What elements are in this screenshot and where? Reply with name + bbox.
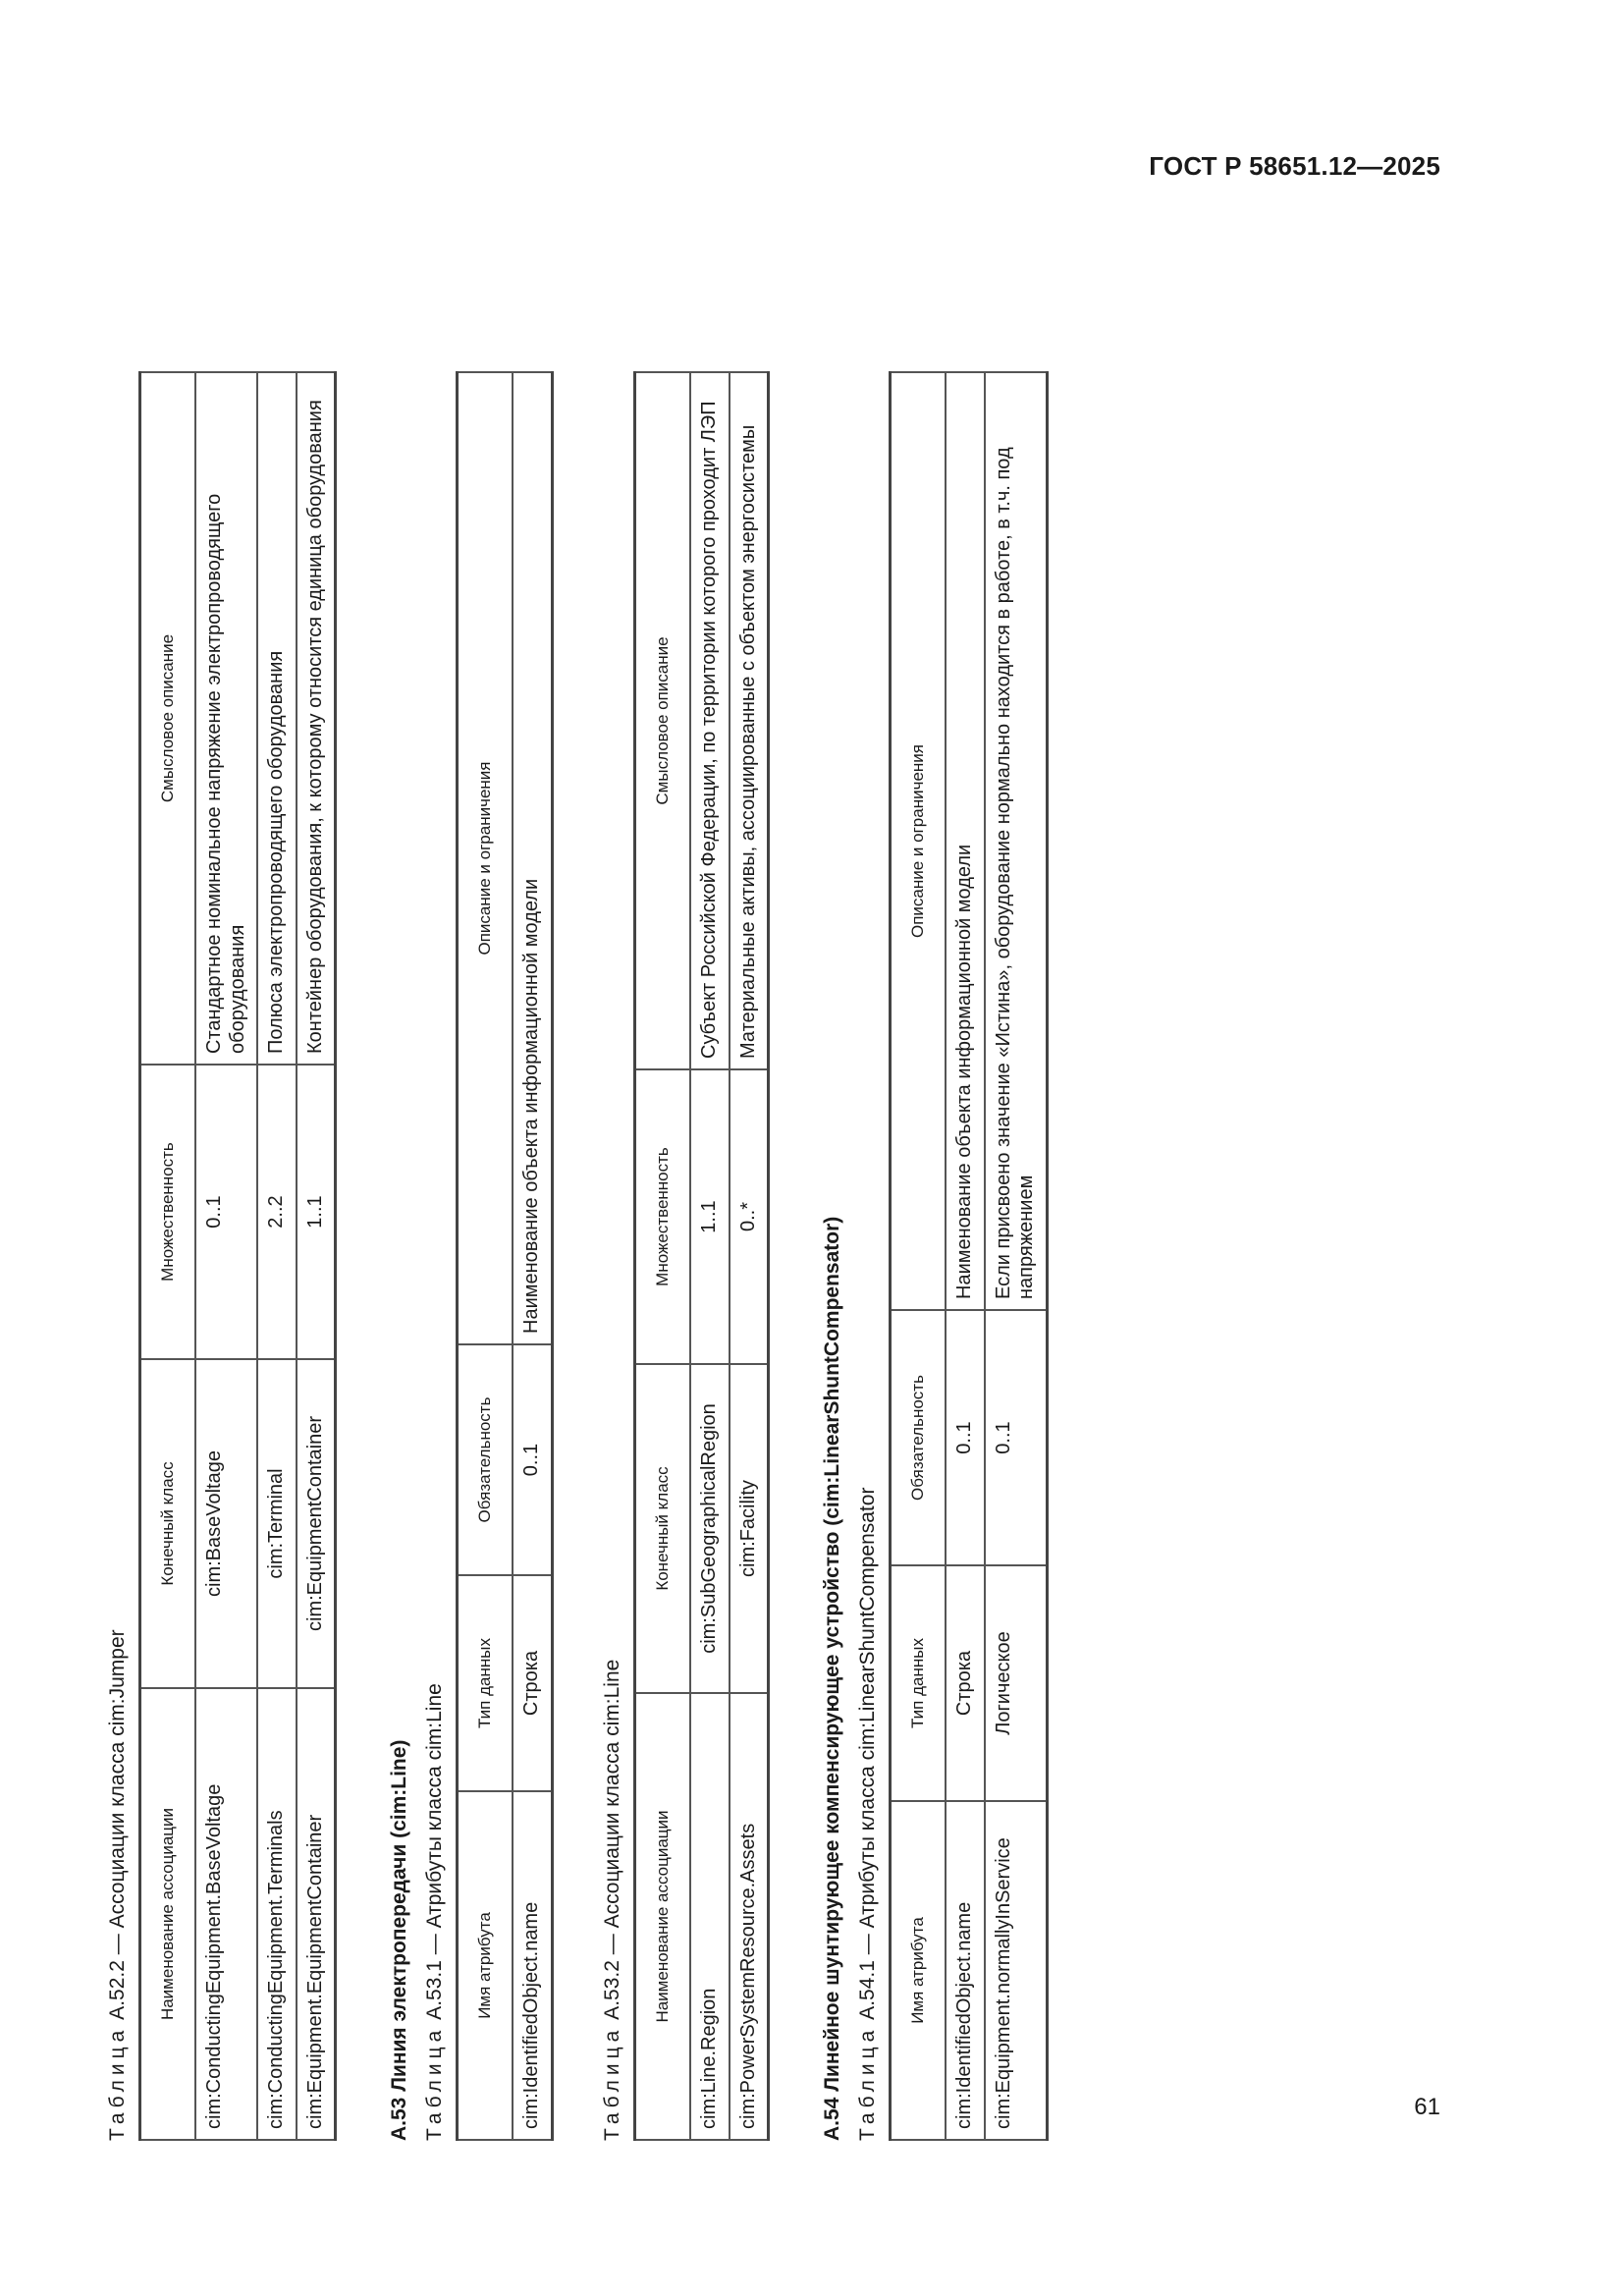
col-header: Конечный класс — [634, 1364, 690, 1693]
caption-word: Таблица — [856, 2025, 880, 2141]
caption-word: Таблица — [600, 2025, 623, 2141]
cell: cim:ConductingEquipment.Terminals — [257, 1688, 297, 2140]
cell: 0..1 — [513, 1344, 552, 1575]
caption-text: А.52.2 — Ассоциации класса cim:Jumper — [106, 1629, 129, 2020]
section-title: А.53 Линия электропередачи (cim:Line) — [388, 1739, 411, 2141]
cell: Субъект Российской Федерации, по территории которого проходит ЛЭП — [690, 372, 730, 1069]
cell: Наименование объекта информационной модели — [513, 372, 552, 1344]
caption-text: А.54.1 — Атрибуты класса cim:LinearShuntCompensator — [856, 1487, 880, 2020]
cell: Наименование объекта информационной модели — [946, 372, 985, 1310]
cell: cim:IdentifiedObject.name — [513, 1791, 552, 2140]
caption-word: Таблица — [423, 2025, 447, 2141]
col-header: Наименование ассоциации — [140, 1688, 196, 2140]
cell: Материальные активы, ассоциированные с объектом энергосистемы — [730, 372, 769, 1069]
table-a53-1 — [456, 371, 554, 2141]
col-header: Описание и ограничения — [458, 372, 514, 1344]
cell: cim:Equipment.EquipmentContainer — [297, 1688, 336, 2140]
cell: Стандартное номинальное напряжение электропроводящего оборудования — [195, 372, 257, 1065]
table-row — [513, 372, 552, 2140]
col-header: Наименование ассоциации — [634, 1693, 690, 2140]
cell: 1..1 — [297, 1065, 336, 1359]
cell: cim:ConductingEquipment.BaseVoltage — [195, 1688, 257, 2140]
cell: cim:Terminal — [257, 1359, 297, 1688]
col-header: Обязательность — [458, 1344, 514, 1575]
table-caption — [423, 98, 447, 2141]
cell: cim:Facility — [730, 1364, 769, 1693]
cell: Контейнер оборудования, к которому относится единица оборудования — [297, 372, 336, 1065]
cell: 0..1 — [985, 1310, 1048, 1565]
table-row — [730, 372, 769, 2140]
table-row — [297, 372, 336, 2140]
page-number: 61 — [1414, 2094, 1440, 2120]
table-caption — [856, 98, 880, 2141]
table-row — [985, 372, 1048, 2140]
table-header-row — [891, 372, 947, 2140]
cell: 0..1 — [946, 1310, 985, 1565]
table-caption — [601, 98, 624, 2141]
table-row — [946, 372, 985, 2140]
col-header: Обязательность — [891, 1310, 947, 1565]
cell: cim:Equipment.normallyInService — [985, 1801, 1048, 2140]
cell: cim:SubGeographicalRegion — [690, 1364, 730, 1693]
table-row — [257, 372, 297, 2140]
caption-word: Таблица — [106, 2025, 129, 2141]
cell: Строка — [946, 1565, 985, 1801]
table-a54-1 — [889, 371, 1049, 2141]
col-header: Множественность — [634, 1069, 690, 1364]
cell: 1..1 — [690, 1069, 730, 1364]
col-header: Множественность — [140, 1065, 196, 1359]
caption-text: А.53.1 — Атрибуты класса cim:Line — [423, 1683, 447, 2020]
cell: cim:PowerSystemResource.Assets — [730, 1693, 769, 2140]
col-header: Тип данных — [891, 1565, 947, 1801]
cell: 0..* — [730, 1069, 769, 1364]
table-header-row — [634, 372, 690, 2140]
table-header-row — [140, 372, 196, 2140]
standard-header: ГОСТ Р 58651.12—2025 — [1149, 151, 1440, 181]
cell: 0..1 — [195, 1065, 257, 1359]
col-header: Тип данных — [458, 1575, 514, 1791]
cell: cim:BaseVoltage — [195, 1359, 257, 1688]
table-caption — [106, 98, 130, 2141]
cell: cim:EquipmentContainer — [297, 1359, 336, 1688]
col-header: Смысловое описание — [634, 372, 690, 1069]
cell: Полюса электропроводящего оборудования — [257, 372, 297, 1065]
table-a52-2 — [138, 371, 337, 2141]
cell: Если присвоено значение «Истина», оборудование нормально находится в работе, в т.ч. под напряжением — [985, 372, 1048, 1310]
cell: Строка — [513, 1575, 552, 1791]
col-header: Конечный класс — [140, 1359, 196, 1688]
rotated-content — [106, 98, 1284, 2141]
col-header: Имя атрибута — [458, 1791, 514, 2140]
cell: cim:IdentifiedObject.name — [946, 1801, 985, 2140]
table-row — [195, 372, 257, 2140]
cell: 2..2 — [257, 1065, 297, 1359]
table-row — [690, 372, 730, 2140]
col-header: Описание и ограничения — [891, 372, 947, 1310]
table-a53-2 — [633, 371, 770, 2141]
col-header: Смысловое описание — [140, 372, 196, 1065]
cell: Логическое — [985, 1565, 1048, 1801]
col-header: Имя атрибута — [891, 1801, 947, 2140]
cell: cim:Line.Region — [690, 1693, 730, 2140]
caption-text: А.53.2 — Ассоциации класса cim:Line — [600, 1659, 623, 2020]
section-title: А.54 Линейное шунтирующее компенсирующее устройство (cim:LinearShuntCompensator) — [821, 1216, 844, 2141]
table-header-row — [458, 372, 514, 2140]
